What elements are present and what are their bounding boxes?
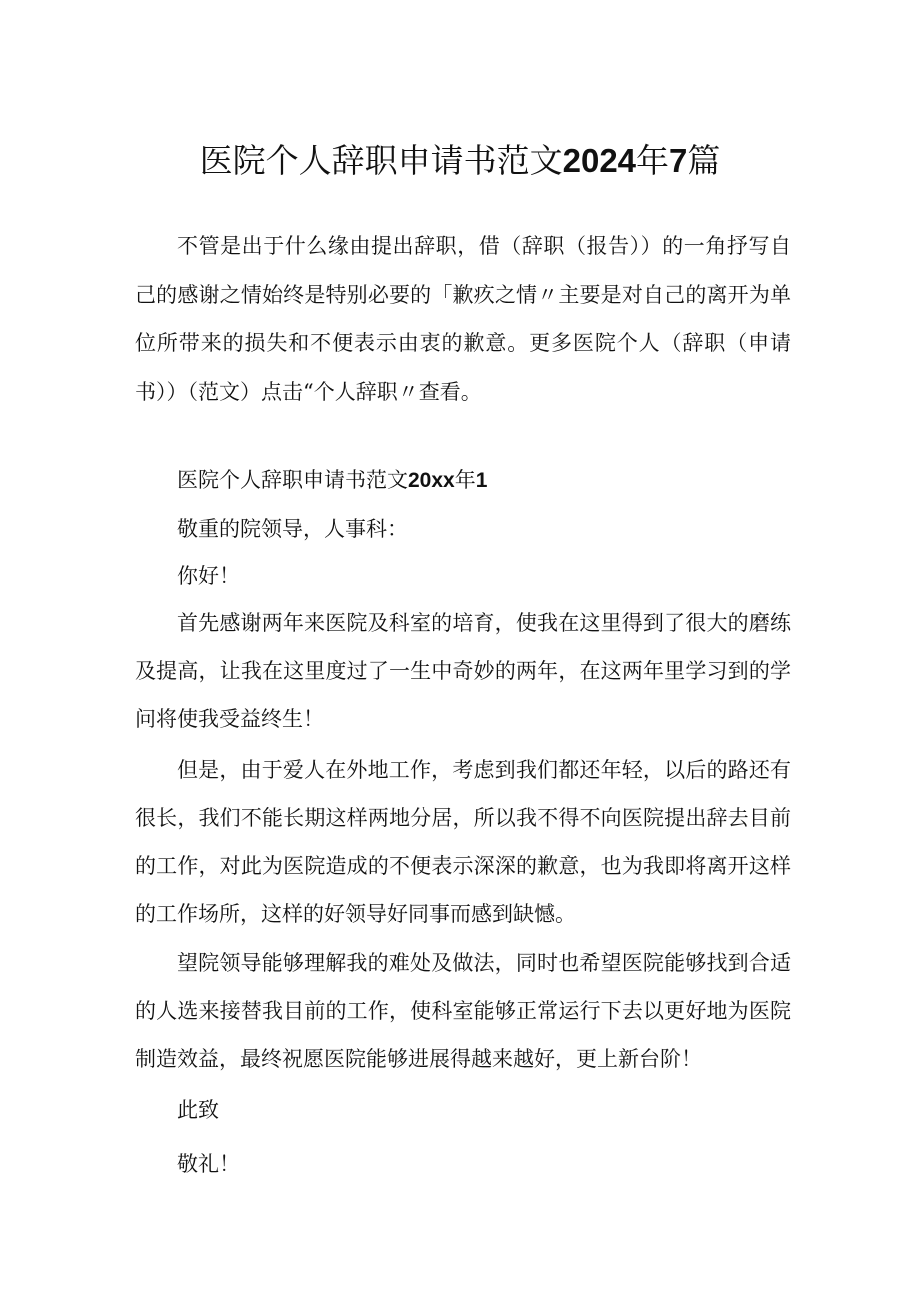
document-title: [0, 138, 920, 184]
section-subtitle: [177, 465, 791, 496]
closing-regards: 此致: [177, 1098, 219, 1122]
closing-salute: 敬礼！: [177, 1152, 240, 1176]
salutation: 敬重的院领导，人事科：: [177, 517, 408, 541]
greeting: 你好！: [177, 564, 240, 588]
body-paragraph-2: 但是，由于爱人在外地工作，考虑到我们都还年轻，以后的路还有很长，我们不能长期这样两地分居，所以我不得不向医院提出辞去目前的工作，对此为医院造成的不便表示深深的歉意，也为我即将离开这样的工作场所，这样的好领导好同事而感到缺憾。: [135, 758, 791, 926]
body-paragraph-3: 望院领导能够理解我的难处及做法，同时也希望医院能够找到合适的人选来接替我目前的工作，使科室能够正常运行下去以更好地为医院制造效益，最终祝愿医院能够进展得越来越好，更上新台阶！: [135, 951, 791, 1071]
title-text: 医院个人辞职申请书范文: [199, 141, 563, 180]
title-year-suffix: 年: [636, 141, 670, 180]
subtitle-text: 医院个人辞职申请书范文: [177, 468, 408, 492]
subtitle-number: 1: [475, 469, 488, 492]
body-paragraph-1: 首先感谢两年来医院及科室的培育，使我在这里得到了很大的磨练及提高，让我在这里度过了一生中奇妙的两年，在这两年里学习到的学问将使我受益终生！: [135, 611, 791, 731]
intro-paragraph: 不管是出于什么缘由提出辞职，借（辞职（报告））的一角抒写自己的感谢之情始终是特别必要的「歉疚之情〃主要是对自己的离开为单位所带来的损失和不便表示由衷的歉意。更多医院个人（辞职（申请书））（范文）点击“个人辞职〃查看。: [135, 234, 791, 404]
title-count: 7: [669, 142, 688, 179]
title-end: 篇: [687, 141, 721, 180]
subtitle-year-suffix: 年: [454, 468, 476, 492]
title-year: 2024: [562, 142, 637, 179]
subtitle-year: 20xx: [408, 469, 455, 492]
